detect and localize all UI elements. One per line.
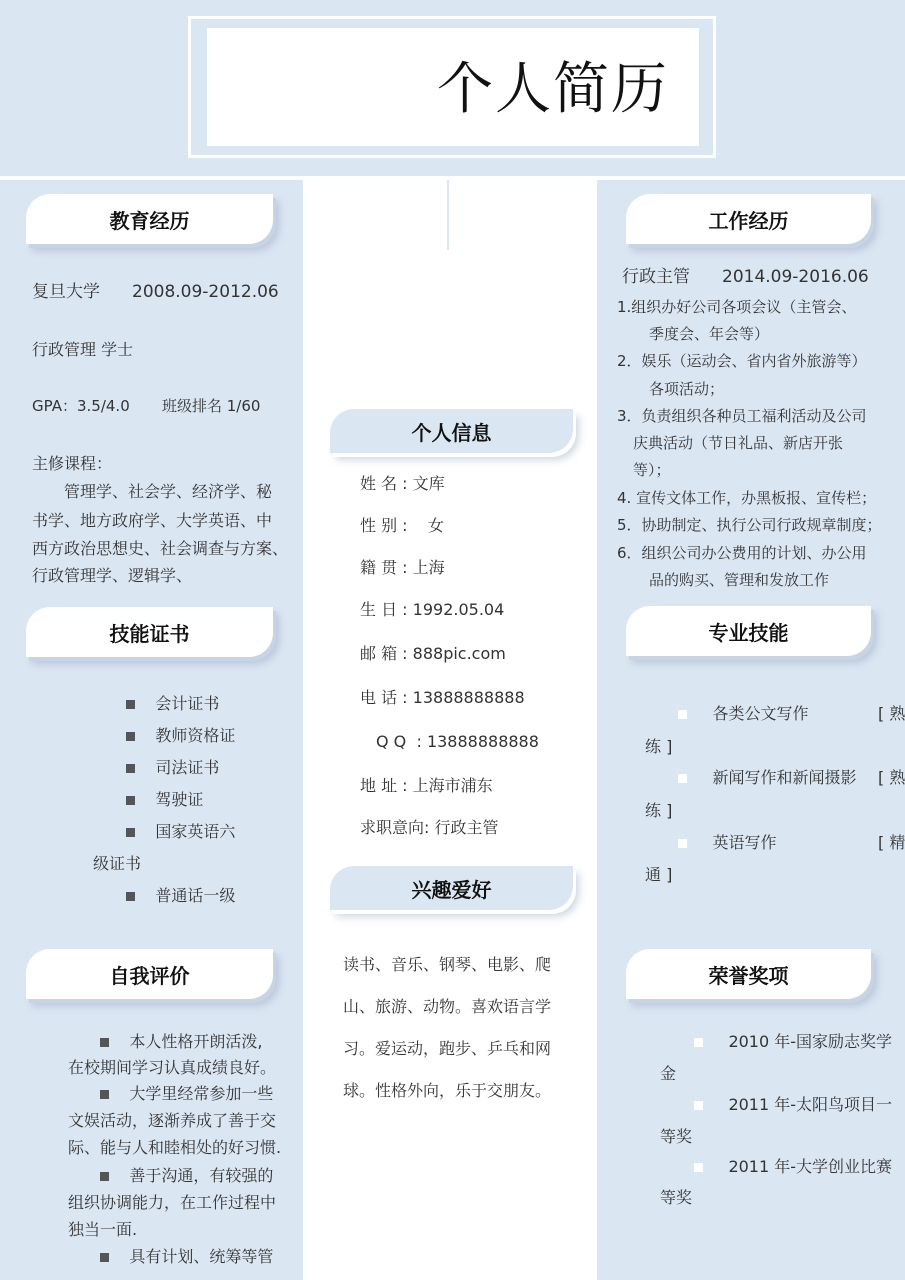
middle-column <box>303 180 597 1280</box>
bullet-square-icon <box>678 710 687 719</box>
work-period: 2014.09-2016.06 <box>722 267 869 287</box>
work-position: 行政主管 <box>622 267 690 287</box>
bullet-square-icon <box>126 828 135 837</box>
bullet-square-icon <box>100 1038 109 1047</box>
bullet-square-icon <box>100 1172 109 1181</box>
bullet-square-icon <box>126 892 135 901</box>
pro-skills-heading: 专业技能 <box>626 606 871 656</box>
class-rank: 班级排名 1/60 <box>162 397 261 415</box>
list-item: 会计证书 <box>126 696 219 712</box>
bullet-square-icon <box>694 1163 703 1172</box>
work-heading: 工作经历 <box>626 194 871 244</box>
personal-info-heading: 个人信息 <box>330 409 573 453</box>
bullet-square-icon <box>678 774 687 783</box>
honors-list: 2010 年-国家励志奖学 金 2011 年-太阳鸟项目一 等奖 2011 年-大学创业比赛 等奖 <box>660 1032 893 1207</box>
education-heading: 教育经历 <box>26 194 273 244</box>
list-item: 驾驶证 <box>126 792 203 808</box>
list-item: 司法证书 <box>126 760 219 776</box>
bullet-square-icon <box>678 839 687 848</box>
work-duties: 1.组织办好公司各项会议（主管会、 季度会、年会等） 2．娱乐（运动会、省内省外旅游等） 各项活动； 3．负责组织各种员工福利活动及公司 庆典活动（节日礼品、新店开张 等）； 4. 宣传文体工作，办黑板报、宣传栏； 5．协助制定、执行公司行政规章制度； 6．组织公司办公费用的计划、办公用 品的购买、管理和发放工作 <box>617 298 882 589</box>
bullet-square-icon <box>694 1101 703 1110</box>
major-degree: 行政管理 学士 <box>32 340 134 359</box>
cert-list: 会计证书 教师资格证 司法证书 驾驶证 国家英语六 级证书 普通话一级 <box>93 694 236 905</box>
hobbies-heading: 兴趣爱好 <box>330 866 573 910</box>
self-eval-heading: 自我评价 <box>26 949 273 999</box>
courses-text: 管理学、社会学、经济学、秘 书学、地方政府学、大学英语、中 西方政治思想史、社会调查与方案、 行政管理学、逻辑学、 <box>32 482 289 585</box>
education-period: 2008.09-2012.06 <box>132 282 279 302</box>
list-item: 国家英语六 <box>126 824 235 840</box>
list-item: 普通话一级 <box>126 888 235 904</box>
bullet-square-icon <box>126 732 135 741</box>
honors-heading: 荣誉奖项 <box>626 949 871 999</box>
skills-cert-heading: 技能证书 <box>26 607 273 657</box>
title-connector <box>447 180 449 250</box>
bullet-square-icon <box>100 1253 109 1262</box>
bullet-square-icon <box>126 700 135 709</box>
header-divider <box>0 176 905 180</box>
self-eval-text: 本人性格开朗活泼, 在校期间学习认真成绩良好。 大学里经常参加一些 文娱活动，逐渐养成了善于交 际、能与人和睦相处的好习惯. 善于沟通，有较强的 组织协调能力，在工作过程中 独当一面. 具有计划、统筹等管 <box>68 1032 282 1266</box>
pro-skills-list: 各类公文写作 [ 熟 练 ] 新闻写作和新闻摄影 [ 熟 练 ] 英语写作 [ 精 通 ] <box>645 704 905 884</box>
gpa: GPA：3.5/4.0 <box>32 397 130 415</box>
page-title: 个人简历 <box>437 57 669 122</box>
list-item: 教师资格证 <box>126 728 235 744</box>
bullet-square-icon <box>126 764 135 773</box>
bullet-square-icon <box>694 1038 703 1047</box>
school-name: 复旦大学 <box>32 282 100 302</box>
courses-label: 主修课程： <box>32 454 113 473</box>
bullet-square-icon <box>100 1090 109 1099</box>
bullet-square-icon <box>126 796 135 805</box>
